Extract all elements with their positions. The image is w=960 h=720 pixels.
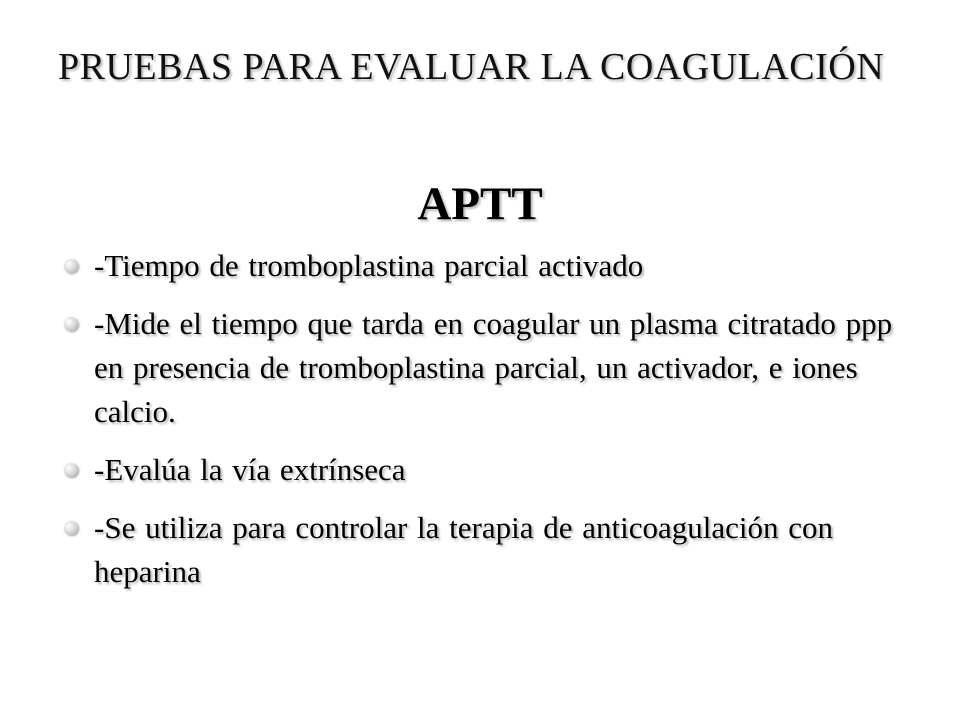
bullet-dot-icon [64, 463, 78, 477]
bullet-dot-icon [64, 521, 78, 535]
bullet-item [62, 506, 912, 594]
bullet-item [62, 302, 912, 434]
slide-title: PRUEBAS PARA EVALUAR LA COAGULACIÓN [58, 46, 885, 88]
bullet-item [62, 448, 912, 492]
bullet-item [62, 244, 912, 288]
bullet-text: -Mide el tiempo que tarda en coagular un plasma citratado ppp en presencia de tromboplastina parcial, un activador, e iones calcio. [94, 306, 893, 429]
bullet-text: -Tiempo de tromboplastina parcial activado [94, 248, 644, 283]
slide-subtitle: APTT [417, 178, 543, 230]
bullet-text: -Se utiliza para controlar la terapia de anticoagulación con heparina [94, 510, 833, 589]
bullet-list [62, 244, 912, 608]
bullet-text: -Evalúa la vía extrínseca [94, 452, 406, 487]
bullet-dot-icon [64, 317, 78, 331]
bullet-dot-icon [64, 259, 78, 273]
